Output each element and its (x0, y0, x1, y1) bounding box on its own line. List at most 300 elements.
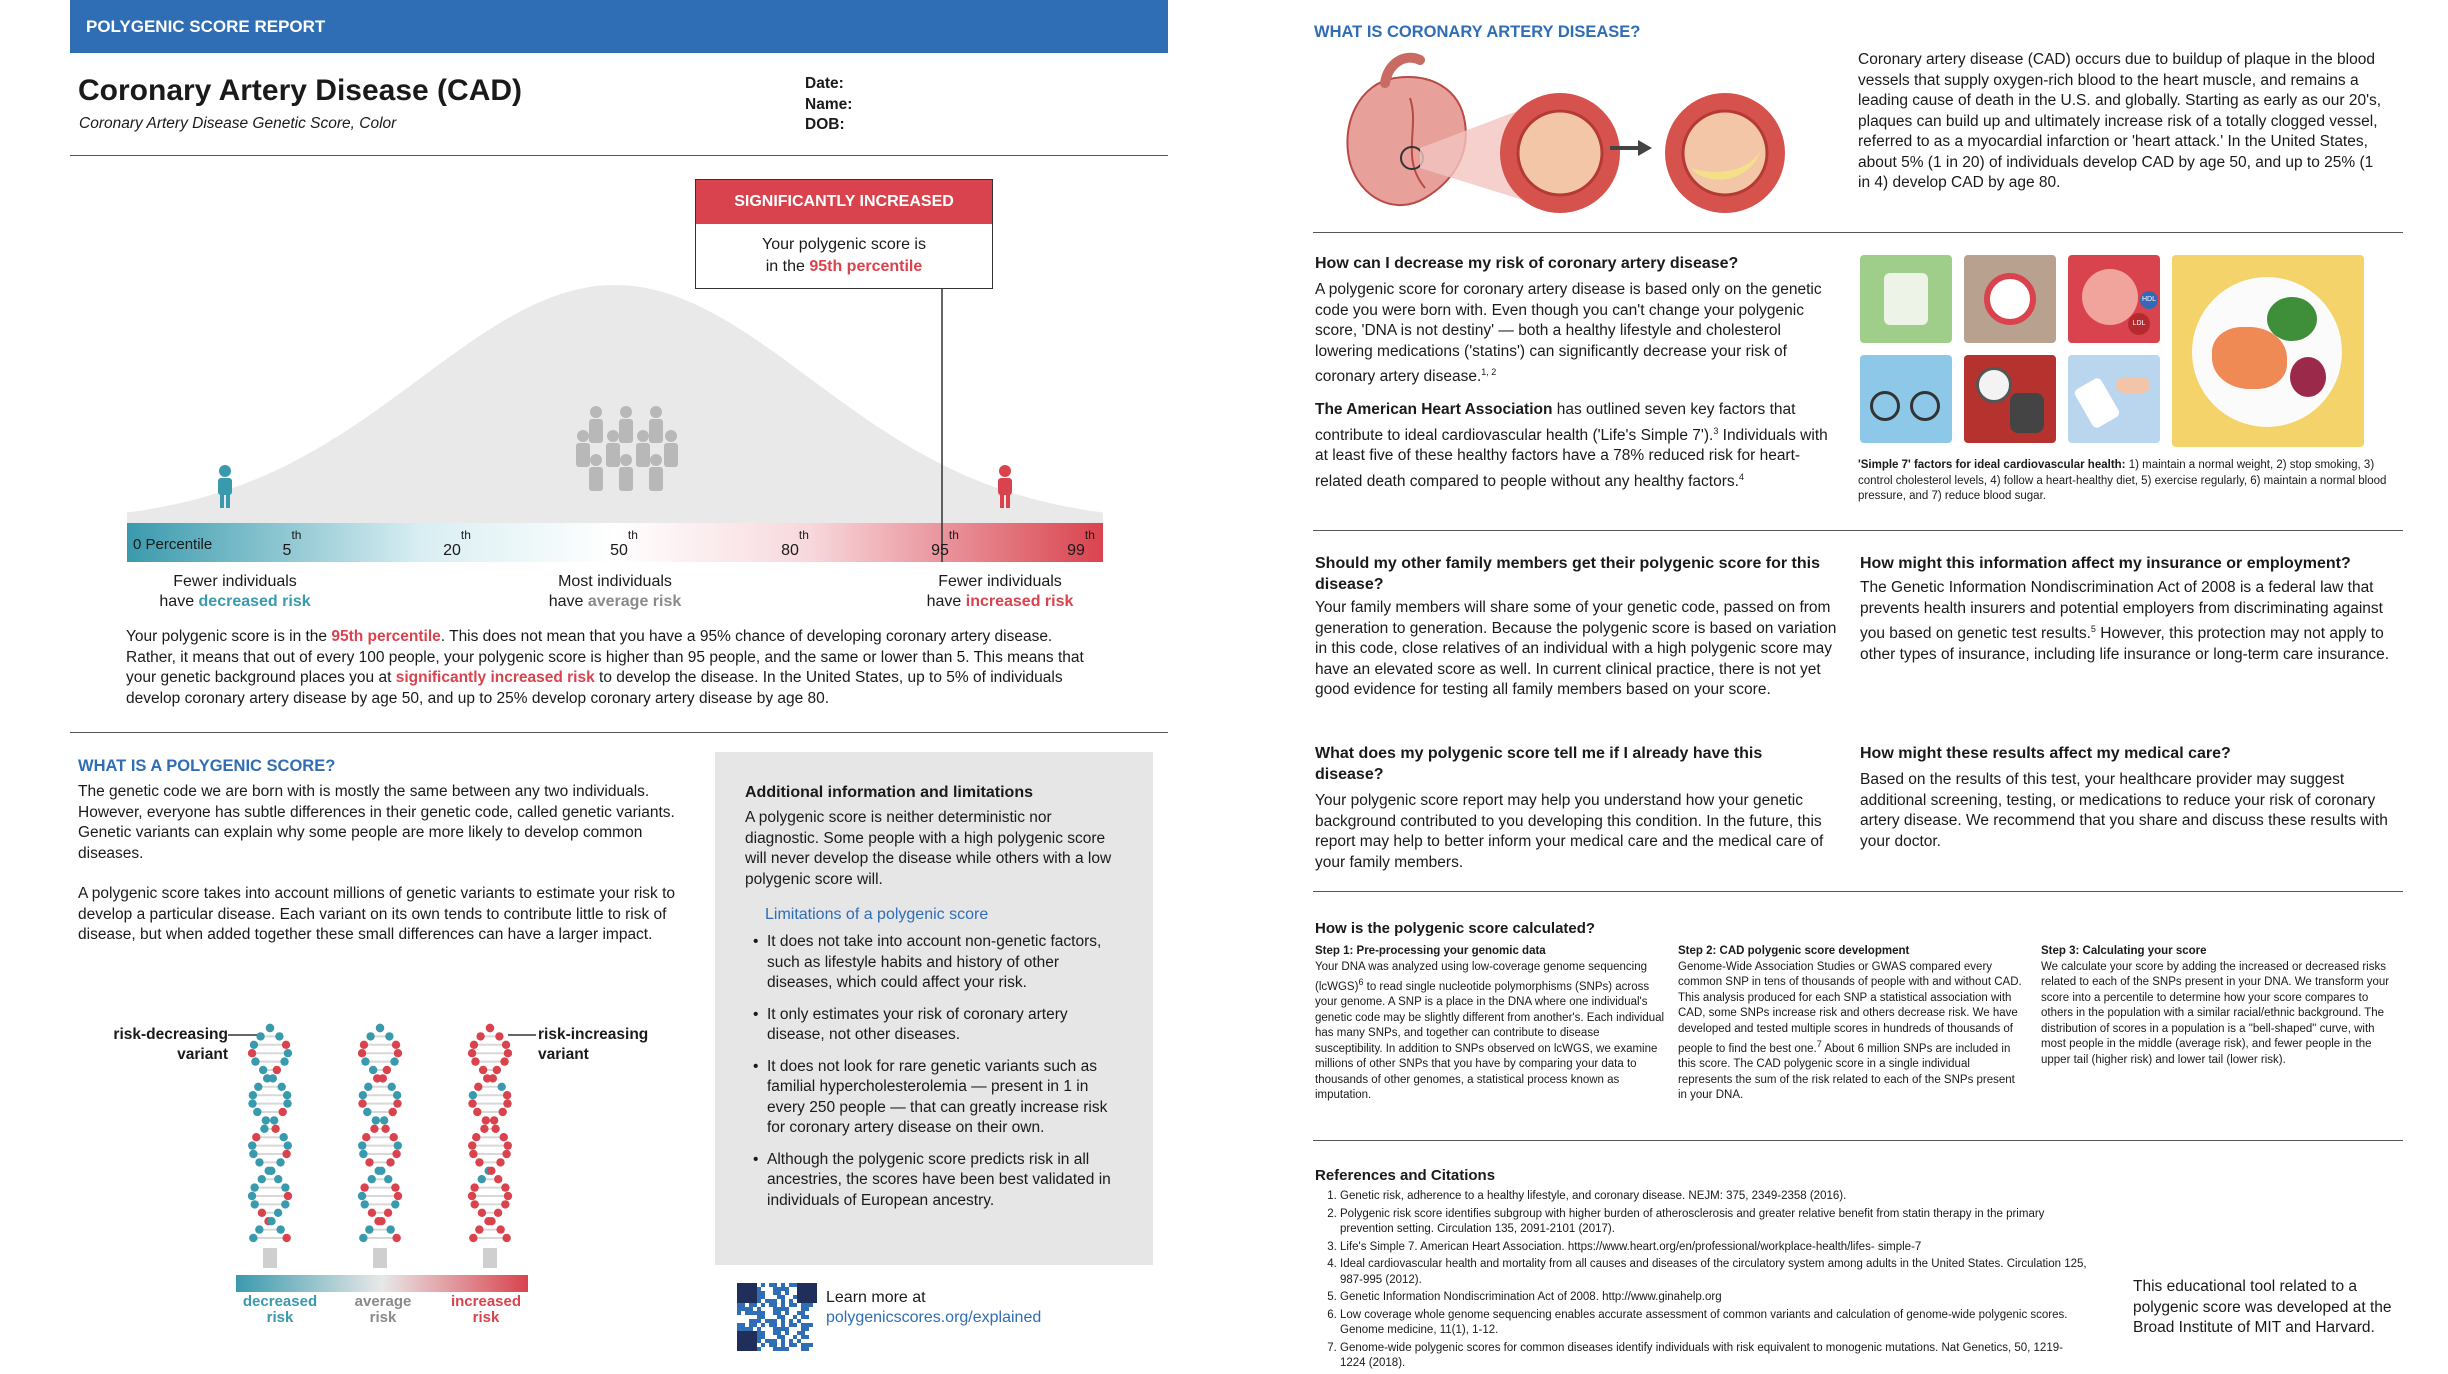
polygenic-heading: WHAT IS A POLYGENIC SCORE? (78, 757, 336, 775)
person-icon (483, 1248, 497, 1268)
medical-care-question: How might these results affect my medical care? (1860, 745, 2231, 762)
qr-module (737, 1343, 741, 1347)
dna-base (473, 1108, 481, 1116)
qr-module (777, 1287, 781, 1291)
qr-module (753, 1291, 757, 1295)
qr-module (757, 1315, 761, 1319)
qr-module (761, 1291, 765, 1295)
dna-base (501, 1200, 509, 1208)
qr-module (741, 1327, 745, 1331)
ldl-icon: LDL (2128, 313, 2150, 335)
references-heading: References and Citations (1315, 1167, 1496, 1184)
qr-module (769, 1299, 773, 1303)
dna-base (359, 1234, 367, 1242)
no-smoking-icon (1984, 273, 2036, 325)
qr-module (745, 1335, 749, 1339)
aha-paragraph: The American Heart Association has outlined seven key factors that contribute to ideal cardiovascular health ('Life's Simple 7').$^3$ Individuals with at least five of these healthy factors have a 78% reduced risk for heart-related death compared to people without any healthy factors.$^4$ (1315, 401, 1828, 490)
qr-module (737, 1347, 741, 1351)
qr-module (749, 1343, 753, 1347)
dna-base (468, 1192, 476, 1200)
dna-base (248, 1141, 256, 1149)
qr-module (737, 1287, 741, 1291)
qr-module (761, 1303, 765, 1307)
divider (1313, 530, 2403, 531)
dna-base (478, 1209, 486, 1217)
qr-module (785, 1307, 789, 1311)
qr-module (789, 1319, 793, 1323)
qr-module (809, 1299, 813, 1303)
dna-base (273, 1066, 281, 1074)
scale-tick-label: 80th (781, 528, 809, 559)
list-item: • It does not take into account non-genetic factors, such as lifestyle habits and history of other diseases, which could affect your risk. (753, 932, 1123, 994)
dna-base (278, 1108, 286, 1116)
beet-icon (2290, 357, 2326, 397)
qr-module (797, 1339, 801, 1343)
dna-base (475, 1158, 483, 1166)
risk-gradient-bar (236, 1275, 528, 1292)
distribution-curve (127, 285, 1103, 523)
dna-base (504, 1049, 512, 1057)
dna-base (362, 1133, 370, 1141)
qr-module (805, 1323, 809, 1327)
qr-module (805, 1307, 809, 1311)
dna-base (255, 1225, 263, 1233)
dna-base (373, 1074, 381, 1082)
qr-module (769, 1339, 773, 1343)
qr-module (741, 1331, 745, 1335)
person-icon (620, 454, 632, 466)
limitations-list (753, 932, 1123, 1211)
weight-tile (1860, 255, 1952, 343)
qr-module (773, 1327, 777, 1331)
bicycle-icon (1870, 391, 1900, 421)
dna-base (470, 1200, 478, 1208)
dna-base (469, 1234, 477, 1242)
risk-increasing-label: risk-increasing variant (538, 1026, 649, 1063)
dna-base (393, 1091, 401, 1099)
dna-base (494, 1209, 502, 1217)
dna-base (384, 1209, 392, 1217)
qr-module (789, 1323, 793, 1327)
qr-module (749, 1311, 753, 1315)
qr-module (757, 1287, 761, 1291)
qr-module (785, 1347, 789, 1351)
qr-module (789, 1339, 793, 1343)
qr-module (737, 1335, 741, 1339)
qr-module (741, 1343, 745, 1347)
dna-base (368, 1209, 376, 1217)
dna-base (249, 1091, 257, 1099)
qr-module (785, 1331, 789, 1335)
qr-module (777, 1347, 781, 1351)
dna-base (278, 1083, 286, 1091)
qr-module (741, 1339, 745, 1343)
qr-module (737, 1327, 741, 1331)
qr-module (753, 1319, 757, 1323)
qr-module (813, 1283, 817, 1287)
dna-base (274, 1209, 282, 1217)
qr-module (753, 1299, 757, 1303)
dna-base (474, 1083, 482, 1091)
qr-module (753, 1343, 757, 1347)
qr-module (757, 1291, 761, 1295)
dna-base (494, 1175, 502, 1183)
qr-module (753, 1295, 757, 1299)
dna-base (472, 1133, 480, 1141)
dna-base (358, 1141, 366, 1149)
dna-base (359, 1091, 367, 1099)
dna-base (274, 1175, 282, 1183)
qr-module (773, 1331, 777, 1335)
person-icon (590, 454, 602, 466)
qr-module (797, 1291, 801, 1295)
dna-base (359, 1150, 367, 1158)
qr-module (749, 1287, 753, 1291)
simple7-grid (1860, 255, 2400, 450)
qr-module (809, 1291, 813, 1295)
qr-module (801, 1315, 805, 1319)
dna-base (500, 1057, 508, 1065)
qr-module (805, 1335, 809, 1339)
qr-module (793, 1295, 797, 1299)
qr-module (781, 1315, 785, 1319)
dna-base (391, 1183, 399, 1191)
qr-module (737, 1307, 741, 1311)
qr-module (745, 1287, 749, 1291)
result-badge: SIGNIFICANTLY INCREASED (696, 180, 992, 224)
person-body (589, 419, 603, 443)
qr-module (753, 1339, 757, 1343)
qr-module (753, 1335, 757, 1339)
dna-base (496, 1158, 504, 1166)
qr-module (781, 1295, 785, 1299)
dna-base (252, 1133, 260, 1141)
dna-base (266, 1024, 274, 1032)
dna-base (386, 1158, 394, 1166)
dna-base (365, 1158, 373, 1166)
dna-base (502, 1234, 510, 1242)
qr-module (737, 1323, 741, 1327)
qr-module (757, 1339, 761, 1343)
page-subtitle: Coronary Artery Disease Genetic Score, Color (79, 115, 397, 132)
dna-base (381, 1125, 389, 1133)
qr-module (773, 1319, 777, 1323)
qr-module (741, 1291, 745, 1295)
qr-module (777, 1335, 781, 1339)
medical-care-answer: Based on the results of this test, your healthcare provider may suggest additional screening, testing, or medications to reduce your risk of coronary artery disease. We recommend that you share and discuss these results with your doctor. (1860, 771, 2388, 850)
dna-base (394, 1141, 402, 1149)
learn-more: Learn more at polygenicscores.org/explained (826, 1289, 1042, 1326)
bar-label-decreased: decreased risk (242, 1293, 318, 1326)
qr-module (773, 1303, 777, 1307)
dna-base (493, 1066, 501, 1074)
qr-module (753, 1323, 757, 1327)
dna-base (259, 1066, 267, 1074)
dna-base (470, 1183, 478, 1191)
qr-module (781, 1299, 785, 1303)
qr-module (781, 1335, 785, 1339)
person-icon (607, 430, 619, 442)
dna-base (284, 1049, 292, 1057)
qr-module (781, 1339, 785, 1343)
qr-module (761, 1323, 765, 1327)
qr-module (741, 1335, 745, 1339)
dna-base (394, 1192, 402, 1200)
qr-module (805, 1291, 809, 1295)
person-icon (373, 1248, 387, 1268)
dna-base (248, 1099, 256, 1107)
qr-module (749, 1295, 753, 1299)
dna-base (468, 1141, 476, 1149)
have-disease-question: What does my polygenic score tell me if I already have this disease? (1315, 745, 1763, 783)
qr-module (757, 1319, 761, 1323)
dna-base (482, 1116, 490, 1124)
dna-base (283, 1091, 291, 1099)
dna-base (253, 1108, 261, 1116)
divider (1313, 1140, 2403, 1141)
qr-module (761, 1331, 765, 1335)
qr-module (737, 1299, 741, 1303)
dna-base (248, 1049, 256, 1057)
low-risk-label: Fewer individuals have decreased risk (159, 573, 311, 610)
qr-module (745, 1291, 749, 1295)
qr-module (769, 1343, 773, 1347)
insurance-question: How might this information affect my insurance or employment? (1860, 555, 2351, 572)
qr-module (777, 1295, 781, 1299)
blood-pressure-tile (1964, 355, 2056, 443)
page-title: Coronary Artery Disease (CAD) (78, 74, 523, 107)
qr-module (813, 1299, 817, 1303)
dna-base (504, 1141, 512, 1149)
qr-module (757, 1347, 761, 1351)
dna-base (388, 1108, 396, 1116)
qr-module (769, 1319, 773, 1323)
gauge-icon (1976, 367, 2012, 403)
qr-module (805, 1295, 809, 1299)
family-answer: Your family members will share some of your genetic code, passed on from generation to generation. Because the polygenic score is based on variation in this code, close relatives of an individual with a high polygenic score may have an elevated score as well. In current clinical practice, there is not yet good evidence for testing all family members based on your score. (1315, 599, 1837, 698)
reference-item: 3. Life's Simple 7. American Heart Association. https://www.heart.org/en/professional/workplace-health/lifes- simple-7 (1340, 1240, 2088, 1256)
qr-module (809, 1295, 813, 1299)
reference-item: 2. Polygenic risk score identifies subgroup with higher burden of atherosclerosis and greater relative benefit from statin therapy in the primary prevention setting. Circulation 135, 2091-2101 (2017). (1340, 1207, 2088, 1238)
cuff-icon (2010, 393, 2044, 433)
dna-base (470, 1041, 478, 1049)
person-body (576, 443, 590, 467)
qr-module (757, 1335, 761, 1339)
qr-module (813, 1295, 817, 1299)
dna-base (260, 1125, 268, 1133)
dna-base (388, 1083, 396, 1091)
polygenic-para2: A polygenic score takes into account millions of genetic variants to estimate your risk to develop a particular disease. Each variant on its own tends to contribute little to risk of disease, but when added together these small differences can have a larger impact. (78, 885, 676, 943)
person-icon (650, 454, 662, 466)
dna-base (282, 1150, 290, 1158)
calc-step-3: Step 3: Calculating your score We calculate your score by adding the increased or decreased risks related to each of the SNPs present in your DNA. We transform your score into a percentile to determine how your score compares to others in the population with a similar racial/ethnic background. The distribution of scores in a population is a "bell-shaped" curve, with most people in the middle (average risk), and fewer people in the upper tail (higher risk) and lower tail (lower risk). (2041, 945, 2390, 1066)
footer-credit: This educational tool related to a polygenic score was developed at the Broad Institute of MIT and Harvard. (2133, 1278, 2392, 1336)
dna-base (502, 1150, 510, 1158)
dna-base (365, 1225, 373, 1233)
qr-module (769, 1303, 773, 1307)
person-icon (590, 406, 602, 418)
have-disease-answer: Your polygenic score report may help you understand how your genetic background contributed to you developing this condition. In the future, this report may help to better inform your medical care and the medical care of your family members. (1315, 792, 1824, 871)
qr-module (749, 1283, 753, 1287)
qr-module (777, 1315, 781, 1319)
qr-module (737, 1303, 741, 1307)
qr-module (793, 1335, 797, 1339)
dna-base (390, 1057, 398, 1065)
qr-module (801, 1343, 805, 1347)
qr-module (773, 1311, 777, 1315)
learn-more-link[interactable]: polygenicscores.org/explained (826, 1309, 1042, 1326)
list-item: • It only estimates your risk of coronary artery disease, not other diseases. (753, 1005, 1123, 1046)
dna-base (503, 1091, 511, 1099)
qr-module (801, 1331, 805, 1335)
cad-text: Coronary artery disease (CAD) occurs due to buildup of plaque in the blood vessels that supply oxygen-rich blood to the heart muscle, and remains a leading cause of death in the U.S. and globally. Starting as early as our 20's, plaques can build up and ultimately increase risk of a totally clogged vessel, referred to as a myocardial infarction or 'heart attack.' In the United States, about 5% (1 in 20) of individuals develop CAD by age 50, and up to 25% (1 in 4) develop CAD by age 80. (1858, 51, 2382, 191)
qr-module (769, 1283, 773, 1287)
qr-module (757, 1299, 761, 1303)
qr-module (777, 1331, 781, 1335)
qr-module (745, 1311, 749, 1315)
dna-base (267, 1167, 275, 1175)
dna-base (480, 1125, 488, 1133)
dna-base (369, 1066, 377, 1074)
dna-base (386, 1225, 394, 1233)
references-list (1328, 1189, 2088, 1374)
qr-module (769, 1323, 773, 1327)
qr-module (773, 1291, 777, 1295)
divider (1313, 232, 2403, 233)
dna-base (468, 1099, 476, 1107)
qr-module (749, 1291, 753, 1295)
dna-base (501, 1183, 509, 1191)
qr-module (805, 1315, 809, 1319)
decrease-answer: A polygenic score for coronary artery disease is based only on the genetic code you were born with. Even though you can't change your polygenic score, 'DNA is not destiny' — both a healthy lifestyle and cholesterol lowering medications ('statins') can significantly decrease your risk of coronary artery disease.$^{1, 2}$ (1315, 281, 1822, 386)
blood-sugar-tile (2068, 355, 2160, 443)
qr-module (785, 1291, 789, 1295)
qr-module (773, 1299, 777, 1303)
qr-module (789, 1343, 793, 1347)
qr-module (793, 1323, 797, 1327)
person-body (649, 467, 663, 491)
dna-base (250, 1200, 258, 1208)
dna-base (498, 1108, 506, 1116)
dna-base (380, 1116, 388, 1124)
divider (70, 732, 1168, 733)
qr-module (749, 1303, 753, 1307)
qr-module (773, 1339, 777, 1343)
diet-tile (2172, 255, 2364, 447)
bell-curve-chart (0, 0, 1170, 600)
person-body (619, 419, 633, 443)
qr-module (757, 1331, 761, 1335)
dna-base (385, 1032, 393, 1040)
qr-module (797, 1295, 801, 1299)
dna-base (384, 1175, 392, 1183)
person-body (649, 419, 663, 443)
qr-module (745, 1331, 749, 1335)
dna-base (366, 1032, 374, 1040)
dna-base (280, 1133, 288, 1141)
qr-module (737, 1283, 741, 1287)
polygenic-para1: The genetic code we are born with is mostly the same between any two individuals. However, everyone has subtle differences in their genetic code, called genetic variants. Genetic variants can explain why some people are more likely to develop common diseases. (78, 783, 675, 862)
dob-label: DOB: (805, 116, 845, 133)
qr-module (761, 1311, 765, 1315)
exercise-tile (1860, 355, 1952, 443)
qr-module (757, 1295, 761, 1299)
dna-base (372, 1116, 380, 1124)
qr-module (785, 1287, 789, 1291)
qr-module (777, 1311, 781, 1315)
qr-module (753, 1283, 757, 1287)
qr-module (745, 1327, 749, 1331)
qr-module (797, 1311, 801, 1315)
dna-base (358, 1099, 366, 1107)
dna-base (249, 1150, 257, 1158)
dna-base (258, 1175, 266, 1183)
person-icon (577, 430, 589, 442)
qr-module (809, 1287, 813, 1291)
dna-base (487, 1167, 495, 1175)
dna-base (251, 1057, 259, 1065)
qr-module (761, 1343, 765, 1347)
dna-base (276, 1225, 284, 1233)
qr-module (749, 1307, 753, 1311)
qr-module (801, 1299, 805, 1303)
qr-module (741, 1323, 745, 1327)
qr-module (813, 1291, 817, 1295)
qr-module (737, 1311, 741, 1315)
qr-module (749, 1339, 753, 1343)
simple7-caption: 'Simple 7' factors for ideal cardiovascular health: 1) maintain a normal weight, 2) stop smoking, 3) control cholesterol levels, 4) follow a heart-healthy diet, 5) exercise regularly, 6) maintain a normal blood pressure, and 7) reduce blood sugar. (1858, 459, 2387, 502)
dna-base (267, 1217, 275, 1225)
dna-base (475, 1225, 483, 1233)
qr-module (805, 1343, 809, 1347)
qr-module (773, 1283, 777, 1287)
dna-base (392, 1234, 400, 1242)
cad-heading: WHAT IS CORONARY ARTERY DISEASE? (1314, 23, 1641, 41)
average-risk-label: Most individuals have average risk (548, 573, 682, 610)
qr-module (753, 1287, 757, 1291)
dna-base (479, 1066, 487, 1074)
dna-base (262, 1116, 270, 1124)
calc-step-2: Step 2: CAD polygenic score development Genome-Wide Association Studies or GWAS compared every common SNP in tens of thousands of people with and without CAD. This analysis produced for each SNP a statistical association with CAD, some SNPs increase risk and others decrease risk. We have developed and tested multiple scores in hundreds of thousands of people to find the best one.$^7$ About 6 million SNPs are included in this score. The CAD polygenic score in a single individual represents the sum of the risk related to each of the SNPs present in your DNA. (1678, 945, 2022, 1102)
qr-module (809, 1283, 813, 1287)
limitations-panel (715, 752, 1153, 1265)
qr-code-icon[interactable] (737, 1283, 817, 1352)
qr-module (801, 1303, 805, 1307)
dna-base (392, 1041, 400, 1049)
qr-module (805, 1299, 809, 1303)
reference-item: 5. Genetic Information Nondiscrimination Act of 2008. http://www.ginahelp.org (1340, 1290, 2088, 1306)
qr-module (749, 1327, 753, 1331)
qr-module (765, 1299, 769, 1303)
qr-module (749, 1331, 753, 1335)
dna-base (358, 1192, 366, 1200)
dna-base (363, 1108, 371, 1116)
qr-module (737, 1291, 741, 1295)
dna-base (490, 1116, 498, 1124)
qr-module (741, 1299, 745, 1303)
dna-base (377, 1217, 385, 1225)
qr-module (809, 1303, 813, 1307)
person-body (589, 467, 603, 491)
qr-module (773, 1323, 777, 1327)
dna-base (258, 1209, 266, 1217)
dna-base (283, 1099, 291, 1107)
qr-module (813, 1287, 817, 1291)
qr-module (761, 1315, 765, 1319)
qr-module (781, 1287, 785, 1291)
bar-label-average: average risk (354, 1293, 412, 1326)
list-item: • It does not look for rare genetic variants such as familial hypercholesterolemia — present in 1 in every 250 people — that can greatly increase risk for coronary artery disease on their own. (753, 1057, 1123, 1139)
